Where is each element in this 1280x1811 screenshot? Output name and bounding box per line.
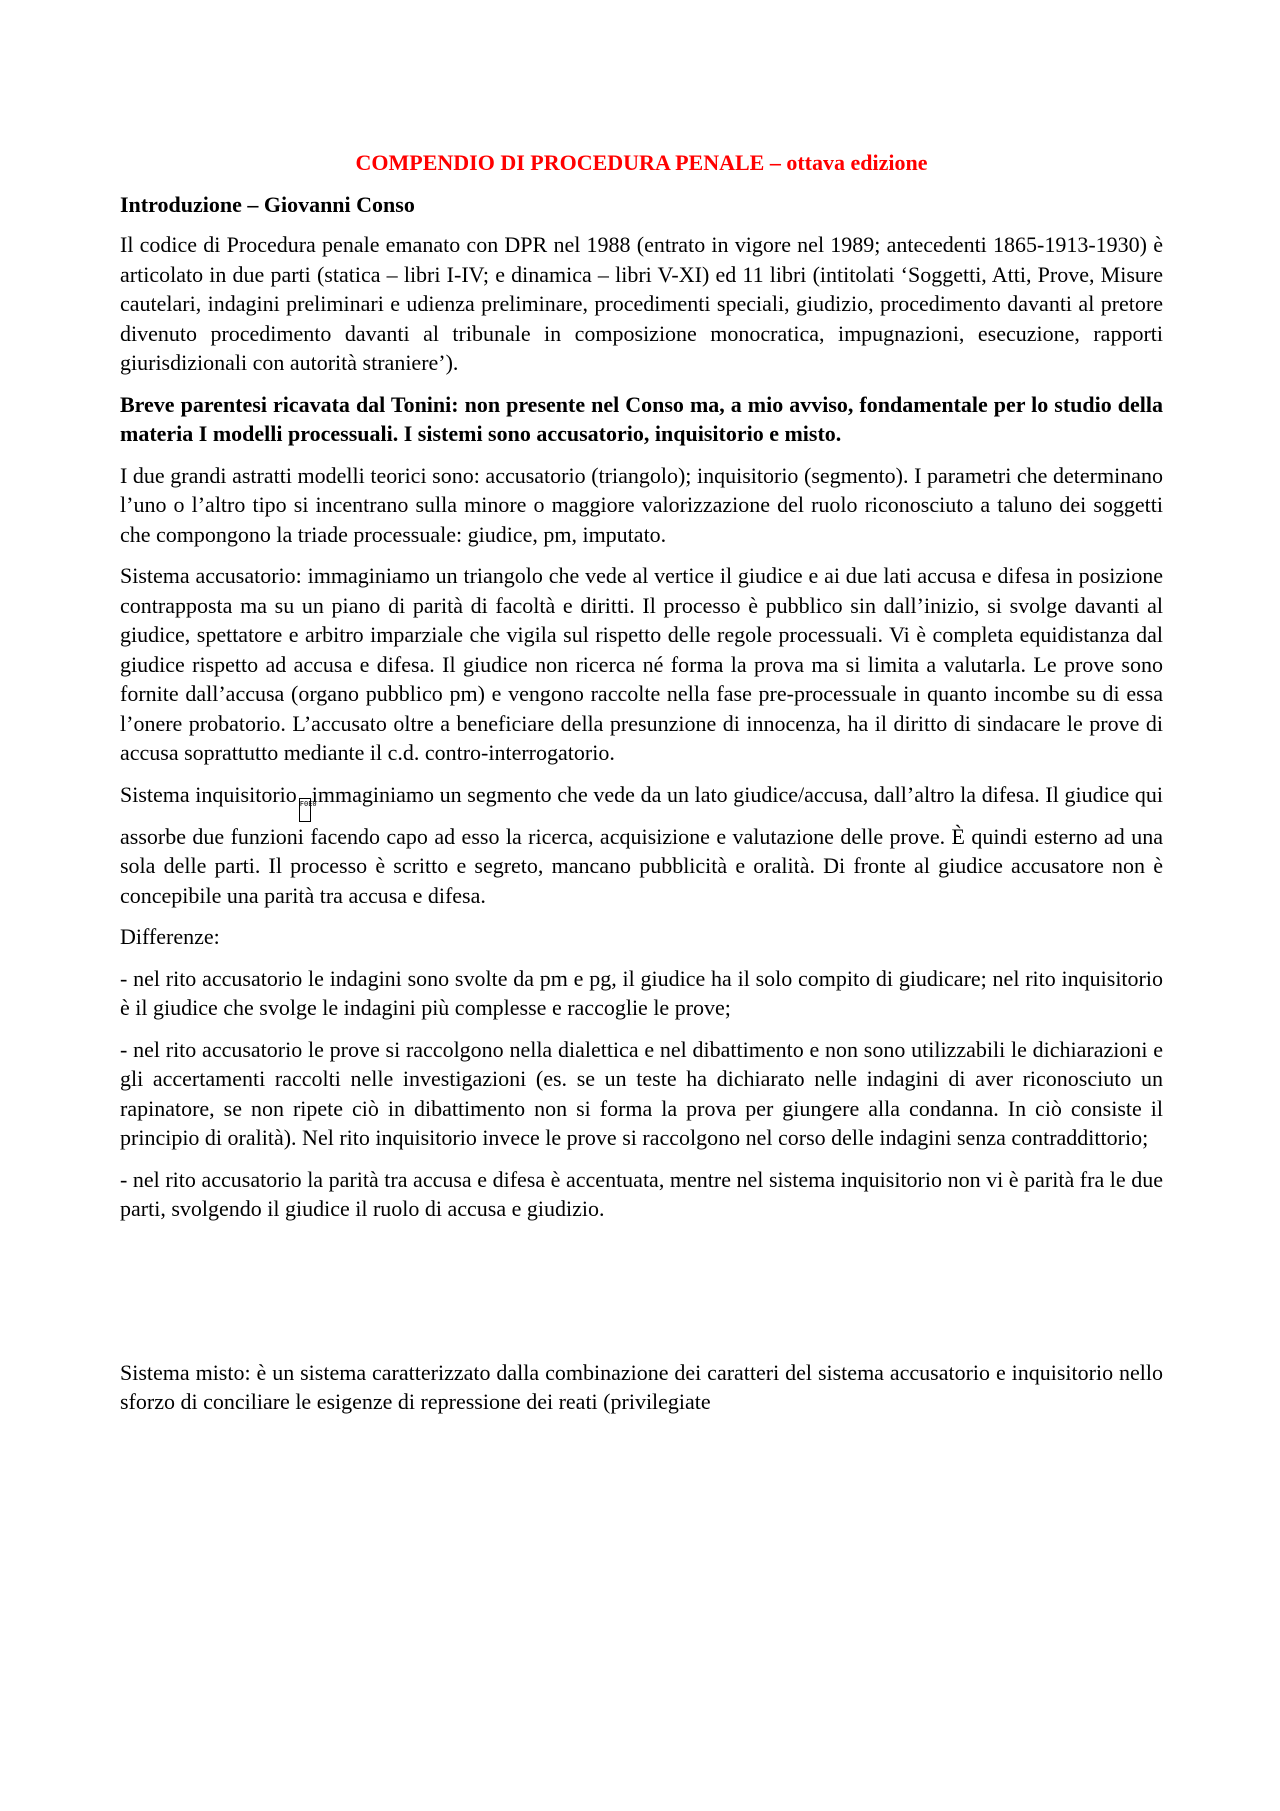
paragraph-sistema-inquisitorio xyxy=(120,780,1163,911)
paragraph-codice: Il codice di Procedura penale emanato con DPR nel 1988 (entrato in vigore nel 1989; antecedenti 1865-1913-1930) è articolato in due parti (statica – libri I-IV; e dinamica – libri V-XI) ed 11 libri (intitolati ‘Soggetti, Atti, Prove, Misure cautelari, indagini preliminari e udienza preliminare, procedimenti speciali, giudizio, procedimento davanti al pretore divenuto procedimento davanti al tribunale in composizione monocratica, impugnazioni, esecuzione, rapporti giurisdizionali con autorità straniere’). xyxy=(120,232,1163,375)
intro-heading: Introduzione – Giovanni Conso xyxy=(120,192,415,217)
missing-glyph-icon: F0E0 xyxy=(299,798,311,822)
document-title: COMPENDIO DI PROCEDURA PENALE – ottava edizione xyxy=(355,150,928,175)
paragraph-parentesi: Breve parentesi ricavata dal Tonini: non presente nel Conso ma, a mio avviso, fondamentale per lo studio della materia I modelli processuali. I sistemi sono accusatorio, inquisitorio e misto. xyxy=(120,391,1163,446)
differenza-item: - nel rito accusatorio le prove si raccolgono nella dialettica e nel dibattimento e non sono utilizzabili le dichiarazioni e gli accertamenti raccolti nelle investigazioni (es. se un teste ha dichiarato nelle indagini di aver riconosciuto un rapinatore, se non ripete ciò in dibattimento non si forma la prova per giungere alla condanna. In ciò consiste il principio di oralità). Nel rito inquisitorio invece le prove si raccolgono nel corso delle indagini senza contraddittorio; xyxy=(120,1036,1163,1150)
paragraph-modelli: I due grandi astratti modelli teorici sono: accusatorio (triangolo); inquisitorio (segmento). I parametri che determinano l’uno o l’altro tipo si incentrano sulla minore o maggiore valorizzazione del ruolo riconosciuto a taluno dei soggetti che compongono la triade processuale: giudice, pm, imputato. xyxy=(120,462,1163,547)
differenza-item: - nel rito accusatorio le indagini sono svolte da pm e pg, il giudice ha il solo compito di giudicare; nel rito inquisitorio è il giudice che svolge le indagini più complesse e raccoglie le prove; xyxy=(120,965,1163,1020)
differenza-item: - nel rito accusatorio la parità tra accusa e difesa è accentuata, mentre nel sistema inquisitorio non vi è parità fra le due parti, svolgendo il giudice il ruolo di accusa e giudizio. xyxy=(120,1166,1163,1221)
blank-space xyxy=(120,1236,1163,1358)
paragraph-sistema-accusatorio: Sistema accusatorio: immaginiamo un triangolo che vede al vertice il giudice e ai due lati accusa e difesa in posizione contrapposta ma su un piano di parità di facoltà e diritti. Il processo è pubblico sin dall’inizio, si svolge davanti al giudice, spettatore e arbitro imparziale che vigila sul rispetto delle regole processuali. Vi è completa equidistanza dal giudice rispetto ad accusa e difesa. Il giudice non ricerca né forma la prova ma si limita a valutarla. Le prove sono fornite dall’accusa (organo pubblico pm) e vengono raccolte nella fase pre-processuale in quanto incombe su di essa l’onere probatorio. L’accusato oltre a beneficiare della presunzione di innocenza, ha il diritto di sindacare le prove di accusa soprattutto mediante il c.d. contro-interrogatorio. xyxy=(120,563,1163,765)
inquisitorio-lead: Sistema inquisitorio xyxy=(120,781,297,807)
inquisitorio-body: immaginiamo un segmento che vede da un lato giudice/accusa, dall’altro la difesa. Il giudice qui assorbe due funzioni facendo capo ad esso la ricerca, acquisizione e valutazione delle prove. È quindi esterno ad una sola delle parti. Il processo è scritto e segreto, mancano pubblicità e oralità. Di fronte al giudice accusatore non è concepibile una parità tra accusa e difesa. xyxy=(120,781,1163,908)
document-page xyxy=(120,148,1163,1429)
paragraph-sistema-misto: Sistema misto: è un sistema caratterizzato dalla combinazione dei caratteri del sistema accusatorio e inquisitorio nello sforzo di conciliare le esigenze di repressione dei reati (privilegiate xyxy=(120,1359,1163,1414)
paragraph-differenze: Differenze: xyxy=(120,924,220,949)
